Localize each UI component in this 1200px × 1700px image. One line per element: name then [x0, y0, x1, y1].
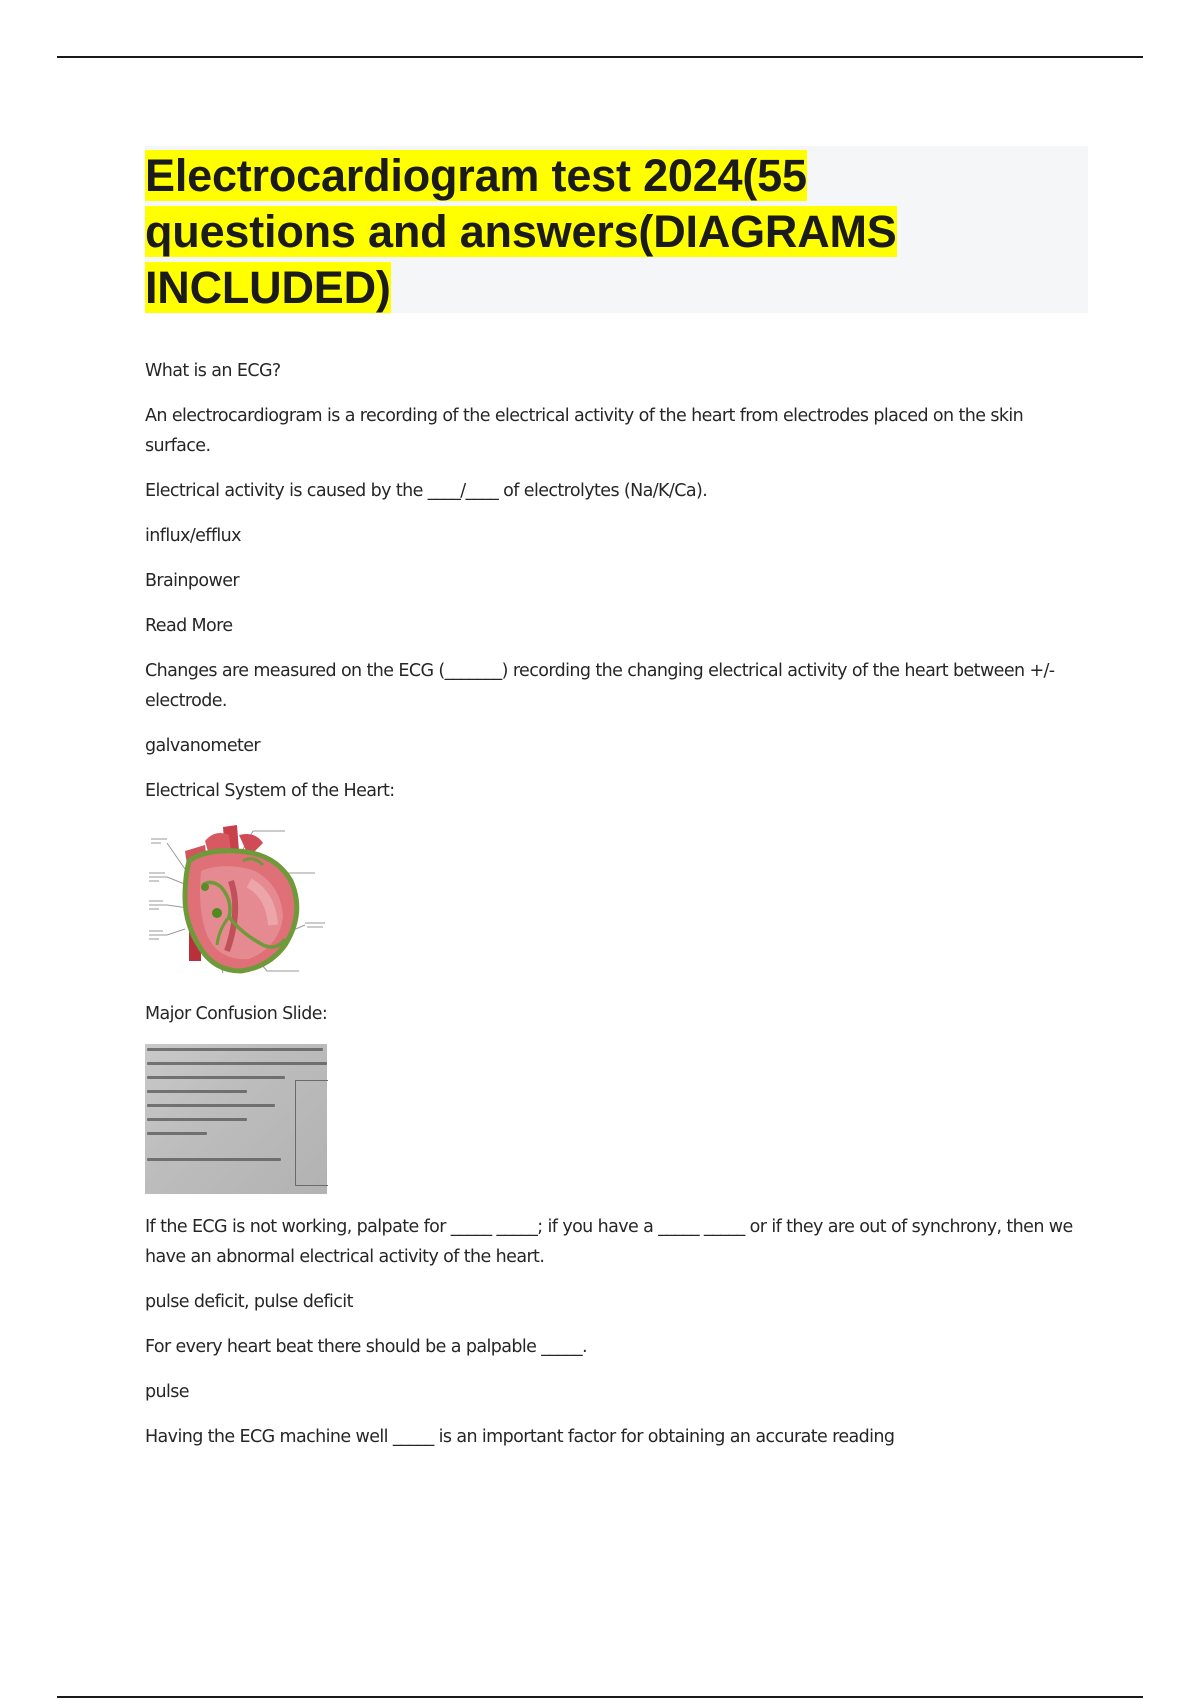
bottom-rule	[57, 1696, 1143, 1698]
document-body	[145, 356, 1075, 1467]
slide-text-line	[147, 1062, 327, 1065]
question-ecg-machine: Having the ECG machine well _____ is an important factor for obtaining an accurate reading	[145, 1427, 895, 1447]
answer-palpate: pulse deficit, pulse deficit	[145, 1292, 353, 1312]
question-what-is-ecg: What is an ECG?	[145, 361, 281, 381]
question-palpate: If the ECG is not working, palpate for _____ _____; if you have a _____ _____ or if they are out of synchrony, then we have an abnormal electrical activity of the heart.	[145, 1217, 1073, 1267]
title-line-3: INCLUDED)	[145, 262, 391, 313]
question-electrical-activity: Electrical activity is caused by the ____/____ of electrolytes (Na/K/Ca).	[145, 481, 708, 501]
slide-text-line	[147, 1132, 207, 1135]
confusion-slide-image	[145, 1044, 327, 1194]
read-more-link[interactable]: Read More	[145, 616, 233, 636]
heading-major-confusion: Major Confusion Slide:	[145, 1004, 328, 1024]
document-title	[145, 146, 1088, 316]
title-line-2: questions and answers(DIAGRAMS	[145, 206, 897, 257]
title-block	[145, 146, 1088, 313]
slide-text-line	[147, 1048, 323, 1051]
slide-text-line	[147, 1076, 285, 1079]
heading-electrical-system: Electrical System of the Heart:	[145, 781, 395, 801]
heart-diagram-image	[145, 821, 327, 981]
answer-electrical-activity: influx/efflux	[145, 526, 241, 546]
slide-text-line	[147, 1118, 247, 1121]
title-line-1: Electrocardiogram test 2024(55	[145, 150, 807, 201]
slide-text-line	[147, 1104, 275, 1107]
top-rule	[57, 56, 1143, 58]
slide-text-line	[147, 1158, 281, 1161]
heart-conduction-icon	[145, 821, 327, 981]
brainpower-label: Brainpower	[145, 571, 239, 591]
slide-text-line	[147, 1090, 247, 1093]
slide-inset-box	[295, 1080, 328, 1186]
answer-ecg-changes: galvanometer	[145, 736, 261, 756]
question-palpable: For every heart beat there should be a palpable _____.	[145, 1337, 587, 1357]
answer-palpable: pulse	[145, 1382, 189, 1402]
question-ecg-changes: Changes are measured on the ECG (_______) recording the changing electrical activity of the heart between +/- electrode.	[145, 661, 1055, 711]
answer-what-is-ecg: An electrocardiogram is a recording of the electrical activity of the heart from electrodes placed on the skin surface.	[145, 406, 1024, 456]
